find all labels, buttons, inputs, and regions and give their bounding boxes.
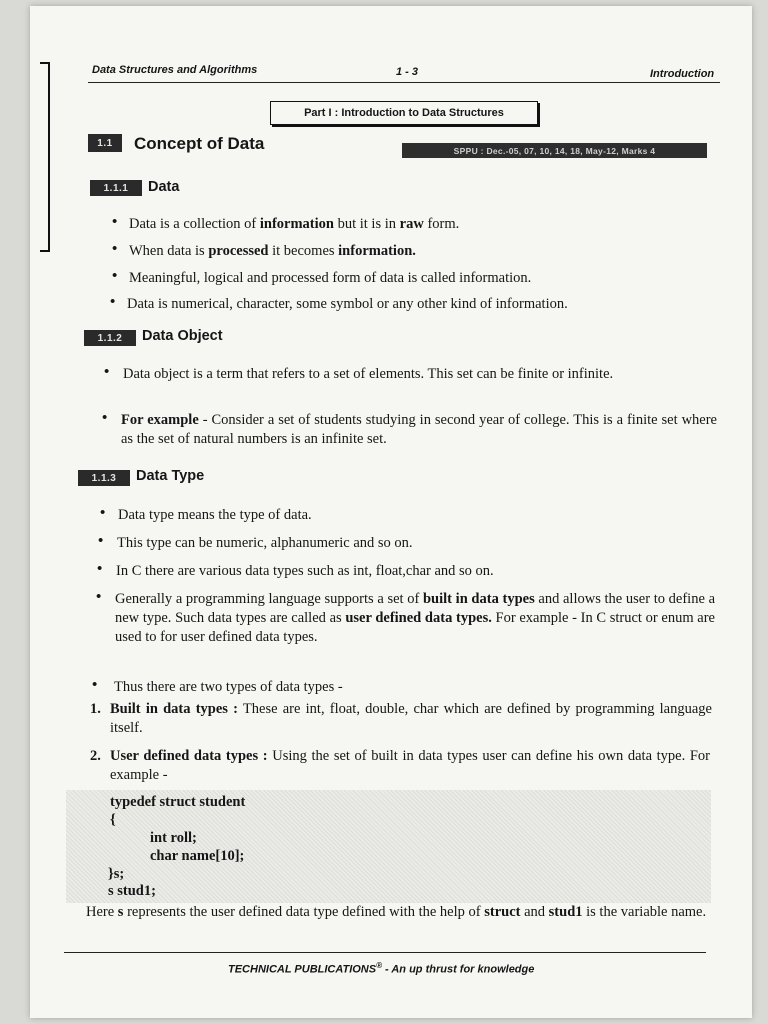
book-page bbox=[30, 6, 752, 1018]
data-bullet-2: When data is processed it becomes information. bbox=[129, 243, 416, 259]
code-line: typedef struct student bbox=[110, 794, 246, 810]
sppu-exam-tag: SPPU : Dec.-05, 07, 10, 14, 18, May-12, Marks 4 bbox=[402, 143, 707, 158]
subsection-title-data: Data bbox=[148, 179, 180, 195]
header-page-number: 1 - 3 bbox=[396, 66, 419, 78]
footer-rule bbox=[64, 952, 706, 953]
bullet-icon: • bbox=[100, 505, 106, 521]
numbered-item-2: User defined data types : Using the set of built in data types user can define his own data type. For example - bbox=[110, 748, 711, 783]
bullet-icon: • bbox=[98, 533, 104, 549]
bullet-icon: • bbox=[96, 589, 102, 605]
code-line: int roll; bbox=[150, 830, 197, 846]
numbered-item-2-number: 2. bbox=[90, 748, 101, 764]
code-line: { bbox=[110, 812, 116, 828]
data-type-bullet-5: Thus there are two types of data types - bbox=[114, 679, 343, 695]
subsection-number-badge: 1.1.1 bbox=[90, 180, 142, 196]
bullet-icon: • bbox=[112, 241, 118, 257]
code-line: char name[10]; bbox=[150, 848, 245, 864]
code-explanation: Here s represents the user defined data type defined with the help of struct and stud1 is the variable name. bbox=[86, 904, 707, 920]
code-line: }s; bbox=[108, 866, 125, 882]
section-number-badge: 1.1 bbox=[88, 134, 122, 152]
bullet-icon: • bbox=[102, 410, 108, 426]
code-line: s stud1; bbox=[108, 883, 156, 899]
data-object-bullet-1: Data object is a term that refers to a set of elements. This set can be finite or infinite. bbox=[123, 366, 614, 382]
section-title: Concept of Data bbox=[134, 134, 265, 153]
subsection-title-data-type: Data Type bbox=[136, 468, 205, 484]
bullet-icon: • bbox=[97, 561, 103, 577]
header-rule bbox=[88, 82, 720, 83]
numbered-item-1-number: 1. bbox=[90, 701, 101, 717]
footer-publisher-line: TECHNICAL PUBLICATIONS® - An up thrust for knowledge bbox=[228, 961, 535, 976]
bullet-icon: • bbox=[112, 268, 118, 284]
numbered-item-1: Built in data types : These are int, float, double, char which are defined by programming language itself. bbox=[110, 701, 712, 736]
subsection-number-badge: 1.1.2 bbox=[84, 330, 136, 346]
data-type-bullet-3: In C there are various data types such as int, float,char and so on. bbox=[116, 563, 494, 579]
header-chapter: Introduction bbox=[650, 68, 715, 80]
data-bullet-1: Data is a collection of information but it is in raw form. bbox=[129, 216, 460, 232]
data-bullet-3: Meaningful, logical and processed form of data is called information. bbox=[129, 270, 532, 286]
part-title: Part I : Introduction to Data Structures bbox=[304, 107, 504, 119]
binding-bracket bbox=[40, 62, 50, 252]
code-block bbox=[66, 790, 711, 903]
bullet-icon: • bbox=[104, 364, 110, 380]
bullet-icon: • bbox=[92, 677, 98, 693]
part-title-box bbox=[270, 101, 538, 125]
data-bullet-4: Data is numerical, character, some symbol or any other kind of information. bbox=[127, 296, 568, 312]
bullet-icon: • bbox=[110, 294, 116, 310]
bullet-icon: • bbox=[112, 214, 118, 230]
data-type-bullet-2: This type can be numeric, alphanumeric and so on. bbox=[117, 535, 413, 551]
data-type-bullet-1: Data type means the type of data. bbox=[118, 507, 312, 523]
data-object-bullet-2: For example - Consider a set of students studying in second year of college. This is a finite set where as the set of natural numbers is an infinite set. bbox=[121, 412, 717, 447]
data-type-bullet-4: Generally a programming language supports a set of built in data types and allows the user to define a new type. Such data types are called as user defined data types. For example - In C struct or enum are used to for user defined data types. bbox=[115, 591, 715, 645]
header-book-title: Data Structures and Algorithms bbox=[92, 64, 258, 76]
subsection-title-data-object: Data Object bbox=[142, 328, 223, 344]
subsection-number-badge: 1.1.3 bbox=[78, 470, 130, 486]
